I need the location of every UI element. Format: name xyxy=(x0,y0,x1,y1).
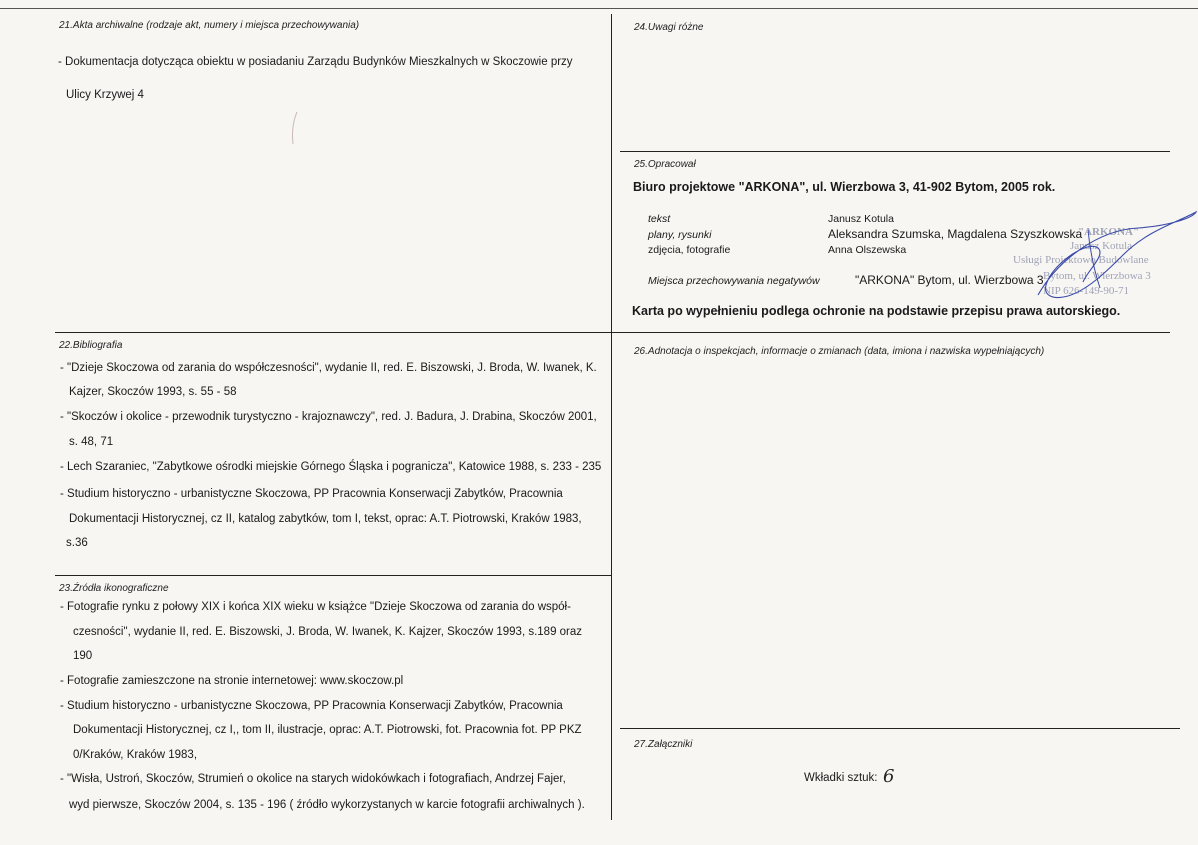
role-name: Anna Olszewska xyxy=(828,244,907,256)
archival-line: - Dokumentacja dotycząca obiektu w posiadaniu Zarządu Budynków Mieszkalnych w Skoczowie przy xyxy=(58,56,573,68)
role-label: tekst xyxy=(648,213,671,225)
bibliography-line: - "Dzieje Skoczowa od zarania do współczesności", wydanie II, red. E. Biszowski, J. Broda, W. Iwanek, K. xyxy=(60,362,597,374)
stamp-line: NIP 626-149-90-71 xyxy=(1043,285,1130,297)
section-21-label: 21.Akta archiwalne (rodzaje akt, numery i miejsca przechowywania) xyxy=(59,20,360,31)
bibliography-line: - Lech Szaraniec, "Zabytkowe ośrodki miejskie Górnego Śląska i pogranicza", Katowice 1988, s. 233 - 235 xyxy=(60,461,602,473)
source-line: Dokumentacji Historycznej, cz I,, tom II, ilustracje, oprac: A.T. Piotrowski, fot. Pracownia fot. PP PKZ xyxy=(73,724,582,736)
archival-line: Ulicy Krzywej 4 xyxy=(66,89,144,101)
stamp-line: Usługi Projektowo Budowlane xyxy=(1013,254,1149,266)
stamp-line: "ARKONA" xyxy=(1078,226,1140,238)
bibliography-line: Dokumentacji Historycznej, cz II, katalog zabytków, tom I, tekst, oprac: A.T. Piotrowski, Kraków 1983, xyxy=(69,513,582,525)
inserts-count-label: Wkładki sztuk: xyxy=(804,772,878,784)
source-line: wyd pierwsze, Skoczów 2004, s. 135 - 196 ( źródło wykorzystanych w karcie fotografii archiwalnych ). xyxy=(69,799,585,811)
section-23-label: 23.Źródła ikonograficzne xyxy=(59,583,169,594)
negatives-label: Miejsca przechowywania negatywów xyxy=(648,275,820,287)
source-line: - Studium historyczno - urbanistyczne Skoczowa, PP Pracownia Konserwacji Zabytków, Pracownia xyxy=(60,700,563,712)
section-27-label: 27.Załączniki xyxy=(634,739,693,750)
pen-mark-icon xyxy=(287,110,301,146)
source-line: czesności", wydanie II, red. E. Biszowski, J. Broda, W. Iwanek, K. Kajzer, Skoczów 1993, s.189 oraz xyxy=(73,626,583,638)
top-border xyxy=(0,8,1198,9)
section-26-label: 26.Adnotacja o inspekcjach, informacje o zmianach (data, imiona i nazwiska wypełniających) xyxy=(634,346,1045,357)
source-line: - Fotografie zamieszczone na stronie internetowej: www.skoczow.pl xyxy=(60,675,404,687)
bibliography-line: - Studium historyczno - urbanistyczne Skoczowa, PP Pracownia Konserwacji Zabytków, Pracownia xyxy=(60,488,563,500)
stamp-line: Janusz Kotula xyxy=(1070,240,1133,252)
role-name: Aleksandra Szumska, Magdalena Szyszkowska xyxy=(828,227,1083,241)
source-line: 0/Kraków, Kraków 1983, xyxy=(73,749,198,761)
bibliography-line: Kajzer, Skoczów 1993, s. 55 - 58 xyxy=(69,386,237,398)
divider-row-2 xyxy=(55,332,1170,333)
section-24-label: 24.Uwagi różne xyxy=(634,22,704,33)
section-22-label: 22.Bibliografia xyxy=(59,340,123,351)
section-25-label: 25.Opracował xyxy=(634,159,696,170)
role-label: plany, rysunki xyxy=(648,229,712,241)
divider-24-25 xyxy=(620,151,1170,152)
stamp-line: Bytom, ul. Wierzbowa 3 xyxy=(1043,270,1151,282)
role-label: zdjęcia, fotografie xyxy=(648,244,731,256)
signature-icon xyxy=(1028,200,1198,310)
divider-26-27 xyxy=(620,728,1180,729)
office-address: Biuro projektowe "ARKONA", ul. Wierzbowa 3, 41-902 Bytom, 2005 rok. xyxy=(633,180,1056,194)
source-line: 190 xyxy=(73,650,93,662)
source-line: - Fotografie rynku z połowy XIX i końca XIX wieku w książce "Dzieje Skoczowa od zarania do współ- xyxy=(60,601,571,613)
divider-22-23 xyxy=(55,575,612,576)
negatives-location: "ARKONA" Bytom, ul. Wierzbowa 3 xyxy=(855,273,1044,287)
bibliography-line: s.36 xyxy=(66,537,88,549)
role-name: Janusz Kotula xyxy=(828,213,894,225)
bibliography-line: s. 48, 71 xyxy=(69,436,114,448)
source-line: - "Wisła, Ustroń, Skoczów, Strumień o okolice na starych widokówkach i fotografiach, Andrzej Fajer, xyxy=(60,773,566,785)
inserts-count-value: 6 xyxy=(883,766,895,787)
column-divider xyxy=(611,14,612,820)
copyright-note: Karta po wypełnieniu podlega ochronie na podstawie przepisu prawa autorskiego. xyxy=(632,304,1121,318)
bibliography-line: - "Skoczów i okolice - przewodnik turystyczno - krajoznawczy", red. J. Badura, J. Drabina, Skoczów 2001, xyxy=(60,411,597,423)
